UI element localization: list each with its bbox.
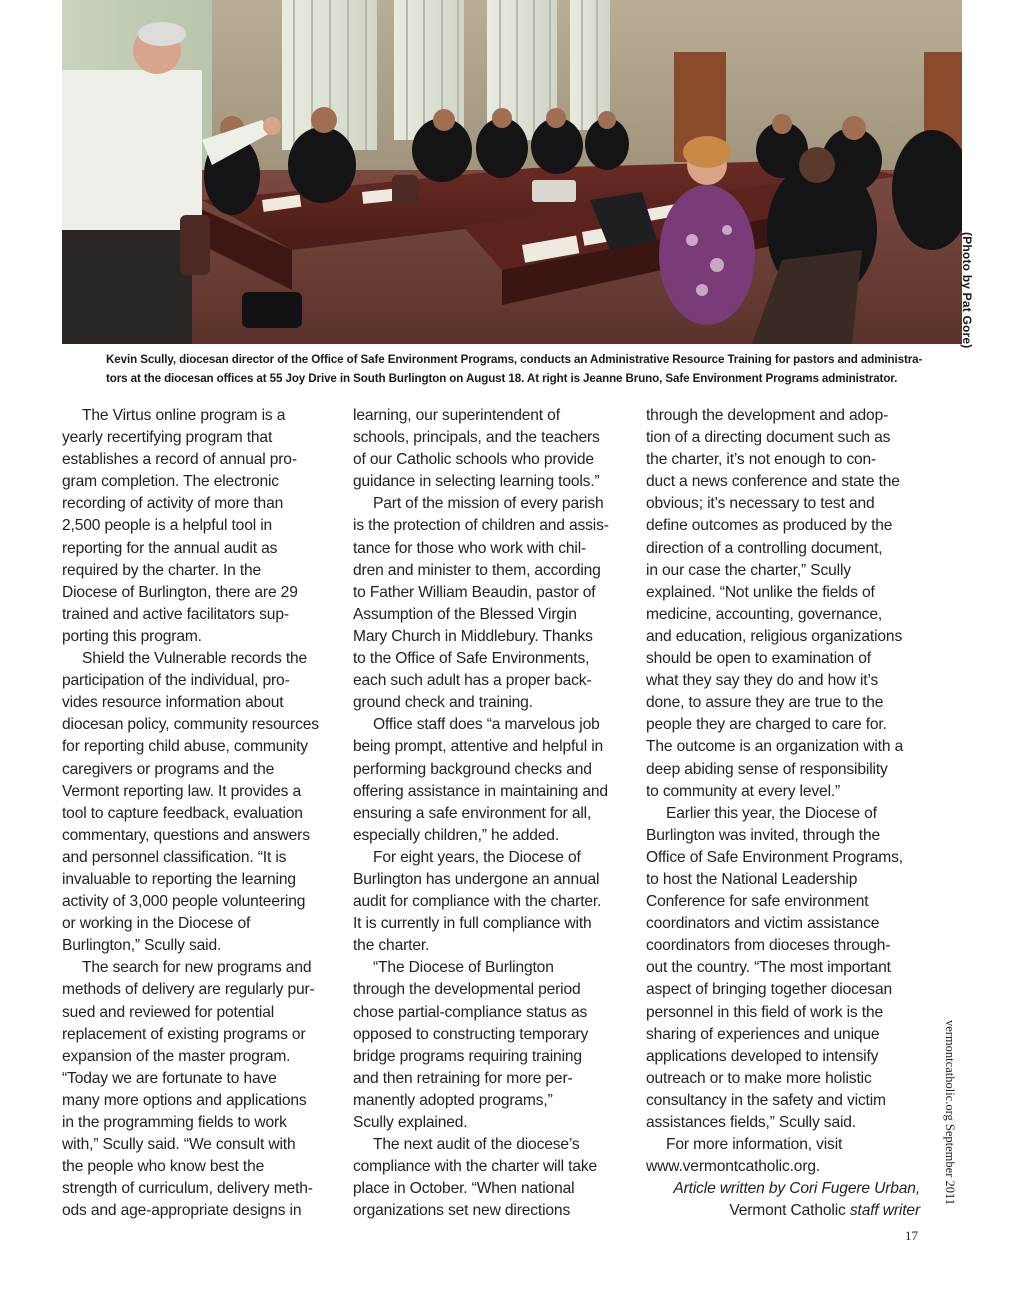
text-line: deep abiding sense of responsibility <box>646 760 888 778</box>
text-line: to community at every level.” <box>646 782 841 800</box>
text-line: yearly recertifying program that <box>62 429 273 447</box>
text-line: learning, our superintendent of <box>353 407 560 424</box>
text-line: of our Catholic schools who provide <box>353 451 594 469</box>
text-line: schools, principals, and the teachers <box>353 429 600 447</box>
text-line: “The Diocese of Burlington <box>373 959 554 977</box>
text-line: the charter, it’s not enough to con- <box>646 451 877 469</box>
text-line: guidance in selecting learning tools.” <box>353 473 600 491</box>
text-line: and then retraining for more per- <box>353 1069 573 1087</box>
byline-publication: Vermont Catholic <box>729 1202 850 1220</box>
text-line: tion of a directing document such as <box>646 429 891 447</box>
text-line: trained and active facilitators sup- <box>62 605 289 623</box>
text-line: gram completion. The electronic <box>62 473 279 491</box>
text-line: 2,500 people is a helpful tool in <box>62 517 273 535</box>
text-line: duct a news conference and state the <box>646 473 900 491</box>
text-line: define outcomes as produced by the <box>646 517 893 535</box>
text-line: coordinators and victim assistance <box>646 915 880 933</box>
text-line: manently adopted programs,” <box>353 1091 553 1109</box>
text-line: done, to assure they are true to the <box>646 694 884 712</box>
text-line: many more options and applications <box>62 1091 307 1109</box>
text-line: Shield the Vulnerable records the <box>82 650 308 668</box>
photo-caption <box>106 350 922 388</box>
text-line: consultancy in the safety and victim <box>646 1091 886 1109</box>
text-line: applications developed to intensify <box>646 1047 879 1065</box>
text-line: each such adult has a proper back- <box>353 672 592 690</box>
text-line: through the developmental period <box>353 981 581 999</box>
text-line: ground check and training. <box>353 694 533 712</box>
text-line: vides resource information about <box>62 694 284 712</box>
text-line: people they are charged to care for. <box>646 716 887 734</box>
byline-role <box>646 1200 920 1222</box>
text-line: performing background checks and <box>353 760 592 778</box>
text-line: Vermont reporting law. It provides a <box>62 782 302 800</box>
text-line: in our case the charter,” Scully <box>646 561 851 579</box>
text-line: with,” Scully said. “We consult with <box>62 1136 296 1154</box>
article-column-3 <box>646 405 920 1222</box>
text-line: The next audit of the diocese’s <box>373 1136 580 1154</box>
text-line: replacement of existing programs or <box>62 1025 306 1043</box>
article-column-2 <box>353 405 633 1222</box>
text-line: The Virtus online program is a <box>82 407 286 424</box>
text-line: coordinators from dioceses through- <box>646 937 891 955</box>
text-line: Office of Safe Environment Programs, <box>646 848 903 866</box>
text-line: Assumption of the Blessed Virgin <box>353 605 577 623</box>
text-line: expansion of the master program. <box>62 1047 291 1065</box>
text-line: offering assistance in maintaining and <box>353 782 608 800</box>
text-line: dren and minister to them, according <box>353 561 601 579</box>
text-line: and education, religious organizations <box>646 627 903 645</box>
text-line: Part of the mission of every parish <box>373 495 604 513</box>
text-line: It is currently in full compliance with <box>353 915 592 933</box>
text-line: methods of delivery are regularly pur- <box>62 981 315 999</box>
caption-line: Kevin Scully, diocesan director of the Office of Safe Environment Programs, conducts an Administrative Resource Training for pastors and administra- <box>106 353 923 366</box>
text-line: obvious; it’s necessary to test and <box>646 495 875 513</box>
text-line: tool to capture feedback, evaluation <box>62 804 303 822</box>
text-line: organizations set new directions <box>353 1202 571 1220</box>
text-line: bridge programs requiring training <box>353 1047 582 1065</box>
text-line: tance for those who work with chil- <box>353 539 587 557</box>
side-folio: vermontcatholic.org September 2011 <box>943 1020 957 1206</box>
text-line: recording of activity of more than <box>62 495 284 513</box>
text-line: compliance with the charter will take <box>353 1158 598 1176</box>
text-line: to host the National Leadership <box>646 870 858 888</box>
text-line: caregivers or programs and the <box>62 760 275 778</box>
text-line: “Today we are fortunate to have <box>62 1069 277 1087</box>
text-line: medicine, accounting, governance, <box>646 605 883 623</box>
text-line: For eight years, the Diocese of <box>373 848 581 866</box>
text-line: should be open to examination of <box>646 650 871 668</box>
text-line: For more information, visit <box>666 1136 843 1154</box>
text-line: what they say they do and how it’s <box>646 672 879 690</box>
text-line: opposed to constructing temporary <box>353 1025 589 1043</box>
text-line: aspect of bringing together diocesan <box>646 981 893 999</box>
text-line: establishes a record of annual pro- <box>62 451 297 469</box>
caption-line: tors at the diocesan offices at 55 Joy Drive in South Burlington on August 18. At right is Jeanne Bruno, Safe Environment Programs administrator. <box>106 372 898 385</box>
photo-illustration <box>62 0 962 344</box>
text-line: outreach or to make more holistic <box>646 1069 872 1087</box>
text-line: Mary Church in Middlebury. Thanks <box>353 627 593 645</box>
text-line: personnel in this field of work is the <box>646 1003 883 1021</box>
text-line: activity of 3,000 people volunteering <box>62 893 306 911</box>
text-line: invaluable to reporting the learning <box>62 870 296 888</box>
text-line: Diocese of Burlington, there are 29 <box>62 583 298 601</box>
text-line: sharing of experiences and unique <box>646 1025 880 1043</box>
text-line: in the programming fields to work <box>62 1114 287 1131</box>
article-photo <box>62 0 962 344</box>
text-line: Scully explained. <box>353 1114 468 1131</box>
text-line: sued and reviewed for potential <box>62 1003 275 1021</box>
text-line: chose partial-compliance status as <box>353 1003 588 1021</box>
text-line: reporting for the annual audit as <box>62 539 278 557</box>
text-line: the charter. <box>353 937 430 955</box>
text-line: audit for compliance with the charter. <box>353 893 602 911</box>
text-line: being prompt, attentive and helpful in <box>353 738 604 756</box>
text-line: out the country. “The most important <box>646 959 891 977</box>
byline-staff-writer: staff writer <box>849 1202 920 1220</box>
text-line: direction of a controlling document, <box>646 539 883 557</box>
article-column-1 <box>62 405 342 1222</box>
text-line: commentary, questions and answers <box>62 826 310 844</box>
text-line: to the Office of Safe Environments, <box>353 650 590 668</box>
text-line: diocesan policy, community resources <box>62 716 319 734</box>
text-line: or working in the Diocese of <box>62 915 251 933</box>
text-line: assistances fields,” Scully said. <box>646 1114 856 1131</box>
text-line: and personnel classification. “It is <box>62 848 287 866</box>
text-line: place in October. “When national <box>353 1180 575 1198</box>
text-line: is the protection of children and assis- <box>353 517 609 535</box>
text-line: to Father William Beaudin, pastor of <box>353 583 596 601</box>
text-line: explained. “Not unlike the fields of <box>646 583 875 601</box>
text-line: www.vermontcatholic.org. <box>646 1158 821 1176</box>
text-line: Office staff does “a marvelous job <box>373 716 600 734</box>
text-line: for reporting child abuse, community <box>62 738 308 756</box>
text-line: ods and age-appropriate designs in <box>62 1202 302 1220</box>
text-line: especially children,” he added. <box>353 826 559 844</box>
text-line: strength of curriculum, delivery meth- <box>62 1180 313 1198</box>
page-number: 17 <box>905 1228 918 1243</box>
text-line: The search for new programs and <box>82 959 312 977</box>
text-line: Earlier this year, the Diocese of <box>666 804 877 822</box>
byline-author: Article written by Cori Fugere Urban, <box>673 1180 920 1198</box>
text-line: participation of the individual, pro- <box>62 672 290 690</box>
text-line: the people who know best the <box>62 1158 265 1176</box>
text-line: Burlington,” Scully said. <box>62 937 222 955</box>
text-line: required by the charter. In the <box>62 561 262 579</box>
text-line: Burlington has undergone an annual <box>353 870 600 888</box>
text-line: Burlington was invited, through the <box>646 826 881 844</box>
text-line: through the development and adop- <box>646 407 889 424</box>
text-line: The outcome is an organization with a <box>646 738 904 756</box>
text-line: ensuring a safe environment for all, <box>353 804 592 822</box>
text-line: porting this program. <box>62 627 202 645</box>
text-line: Conference for safe environment <box>646 893 869 911</box>
photo-credit: (Photo by Pat Gore) <box>960 232 974 349</box>
